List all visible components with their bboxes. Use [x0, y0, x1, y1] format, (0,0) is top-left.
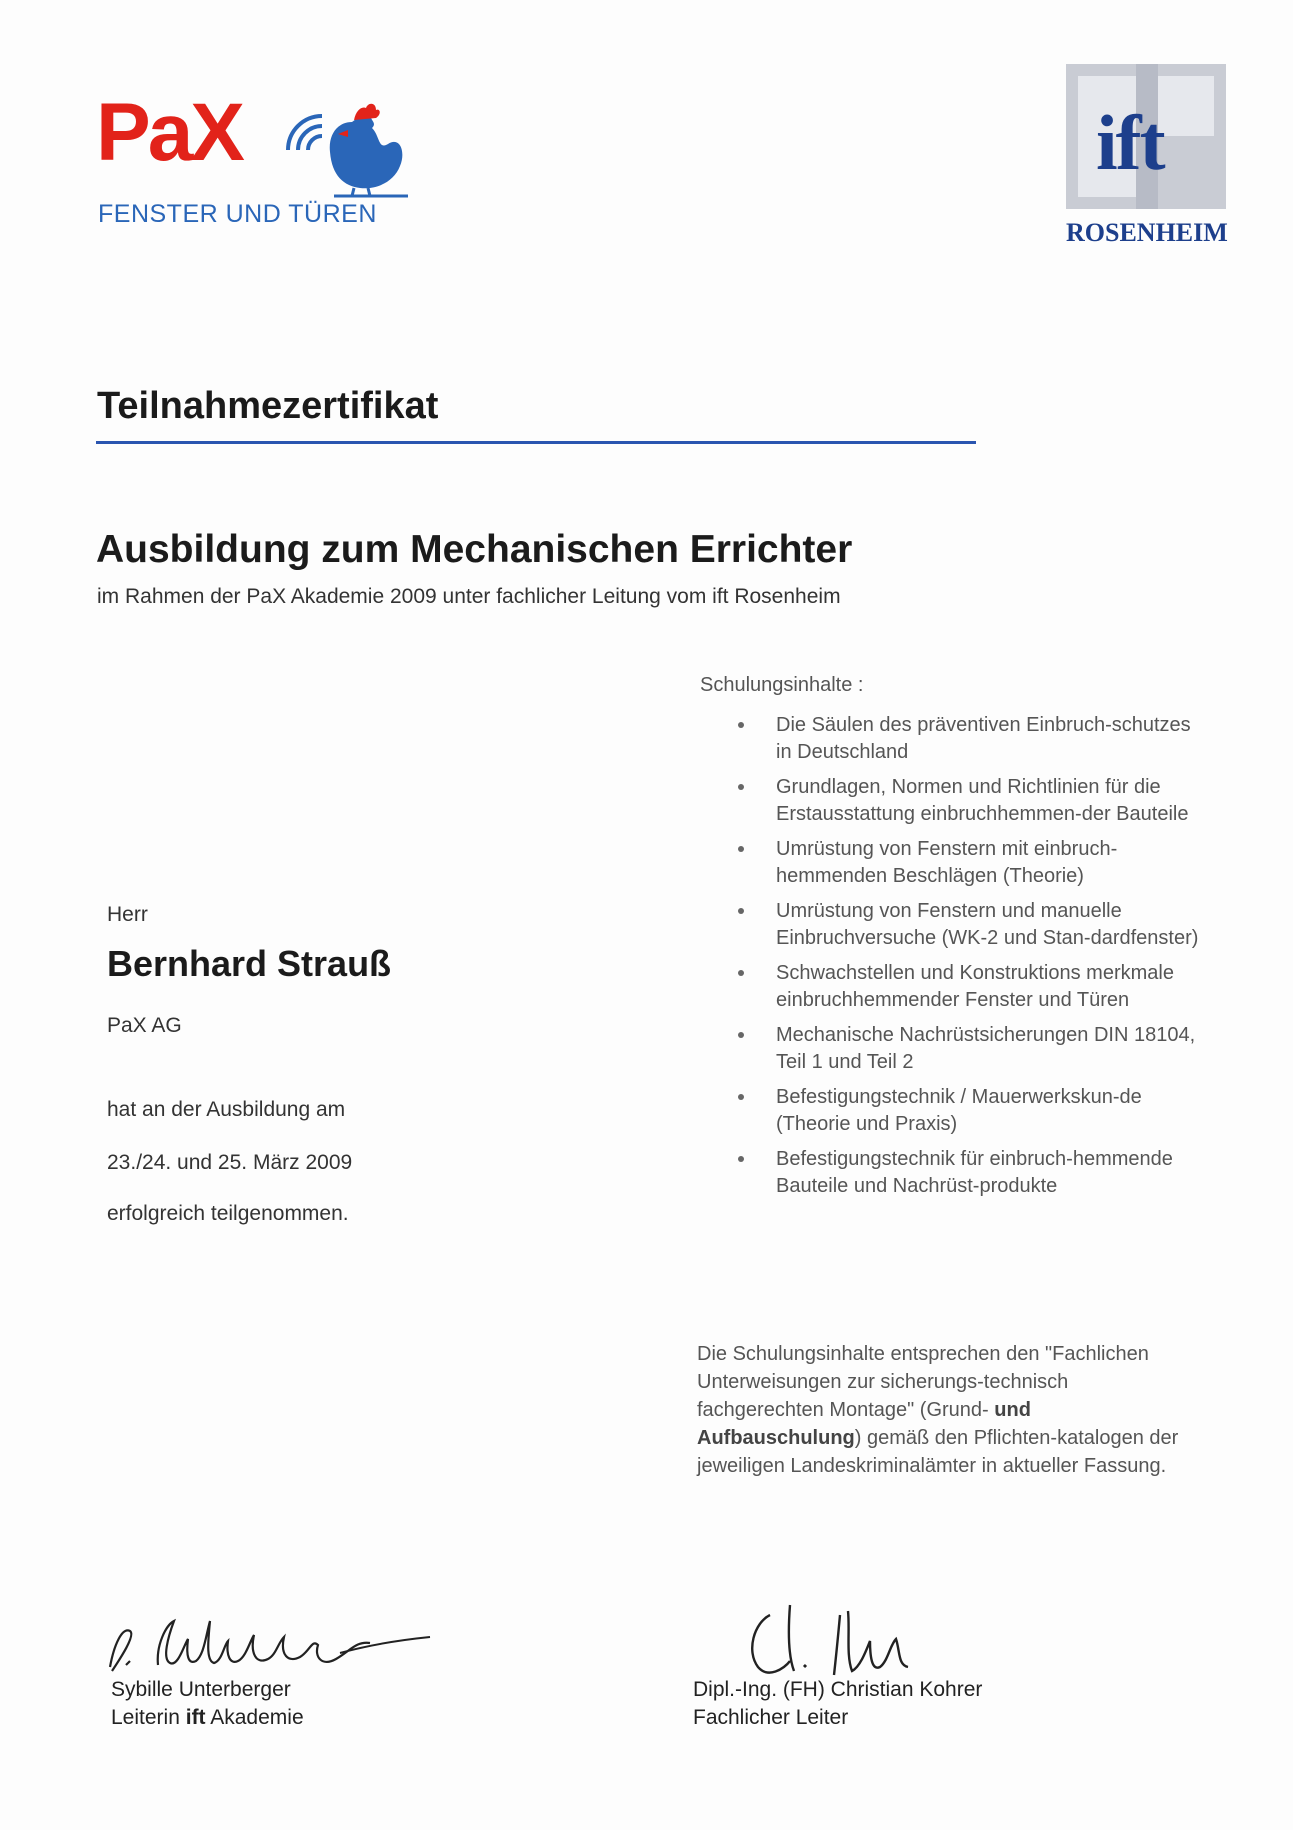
pax-logo — [96, 87, 416, 242]
topics-list — [700, 712, 1220, 1208]
list-item — [700, 1146, 1220, 1200]
signer-left-name: Sybille Unterberger — [111, 1678, 291, 1701]
topic-text: Umrüstung von Fenstern mit einbruch-hemmenden Beschlägen (Theorie) — [776, 838, 1118, 887]
closing-text-bold: und Aufbauschulung — [697, 1399, 1031, 1449]
bullet-icon — [738, 908, 744, 914]
participant-name: Bernhard Strauß — [107, 943, 392, 984]
course-title: Ausbildung zum Mechanischen Errichter — [96, 528, 853, 571]
bullet-icon — [738, 722, 744, 728]
bullet-icon — [738, 970, 744, 976]
statement-line-2: 23./24. und 25. März 2009 — [107, 1151, 353, 1174]
signature-kohrer — [730, 1575, 970, 1685]
statement-line-1: hat an der Ausbildung am — [107, 1098, 346, 1121]
participant-company: PaX AG — [107, 1014, 182, 1037]
bullet-icon — [738, 1094, 744, 1100]
topic-text: Mechanische Nachrüstsicherungen DIN 18104, Teil 1 und Teil 2 — [776, 1024, 1196, 1073]
signer-right — [693, 1676, 982, 1732]
ift-logo-wordmark: ift — [1096, 99, 1164, 186]
topic-text: Befestigungstechnik / Mauerwerkskun-de (Theorie und Praxis) — [776, 1086, 1142, 1135]
signer-left-role-bold: ift — [185, 1706, 206, 1729]
topic-text: Umrüstung von Fenstern und manuelle Einbruchversuche (WK-2 und Stan-dardfenster) — [776, 900, 1199, 949]
list-item — [700, 1022, 1220, 1076]
pax-tagline: FENSTER UND TÜREN — [98, 200, 377, 228]
topic-text: Schwachstellen und Konstruktions merkmale einbruchhemmender Fenster und Türen — [776, 962, 1174, 1011]
closing-paragraph — [697, 1340, 1197, 1480]
bullet-icon — [738, 1156, 744, 1162]
ift-rosenheim-logo — [1066, 64, 1226, 254]
bullet-icon — [738, 784, 744, 790]
list-item — [700, 712, 1220, 766]
topic-text: Grundlagen, Normen und Richtlinien für die Erstausstattung einbruchhemmen-der Bauteile — [776, 776, 1189, 825]
title-underline — [96, 441, 976, 444]
closing-text-part-1: Die Schulungsinhalte entsprechen den "Fachlichen Unterweisungen zur sicherungs-technisch fachgerechten Montage" (Grund- — [697, 1343, 1149, 1421]
signer-right-role: Fachlicher Leiter — [693, 1706, 849, 1729]
participant-salutation: Herr — [107, 903, 148, 926]
topic-text: Befestigungstechnik für einbruch-hemmende Bauteile und Nachrüst-produkte — [776, 1148, 1173, 1197]
rooster-icon — [268, 92, 418, 200]
signer-left-role — [111, 1704, 304, 1732]
signer-right-name: Dipl.-Ing. (FH) Christian Kohrer — [693, 1678, 983, 1701]
ift-logo-city: ROSENHEIM — [1066, 218, 1228, 247]
statement-line-3: erfolgreich teilgenommen. — [107, 1202, 349, 1225]
contents-heading: Schulungsinhalte : — [700, 674, 864, 696]
topic-text: Die Säulen des präventiven Einbruch-schutzes in Deutschland — [776, 714, 1191, 763]
certificate-title: Teilnahmezertifikat — [97, 385, 439, 427]
list-item — [700, 1084, 1220, 1138]
signer-left-role-suffix: Akademie — [210, 1706, 304, 1729]
signer-left-role-prefix: Leiterin — [111, 1706, 180, 1729]
list-item — [700, 898, 1220, 952]
bullet-icon — [738, 1032, 744, 1038]
list-item — [700, 836, 1220, 890]
course-subtitle: im Rahmen der PaX Akademie 2009 unter fachlicher Leitung vom ift Rosenheim — [97, 585, 841, 608]
bullet-icon — [738, 846, 744, 852]
list-item — [700, 774, 1220, 828]
list-item — [700, 960, 1220, 1014]
signature-unterberger — [100, 1575, 440, 1685]
signer-left — [111, 1676, 304, 1732]
closing-text-part-2: ) gemäß den Pflichten-katalogen der jeweiligen Landeskriminalämter in aktueller Fassung. — [697, 1427, 1179, 1477]
pax-logo-wordmark: PaX — [96, 87, 242, 178]
